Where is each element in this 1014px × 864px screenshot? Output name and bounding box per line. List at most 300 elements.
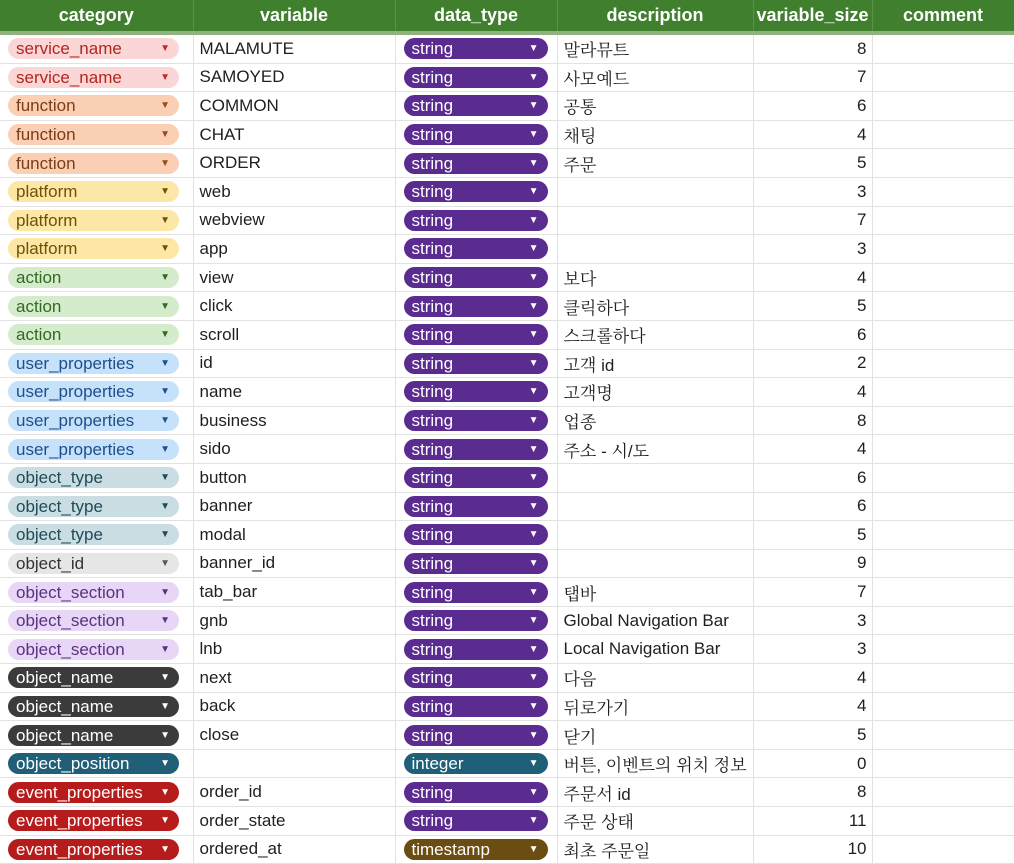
dropdown-arrow-icon[interactable]: ▼	[160, 43, 170, 55]
comment-cell[interactable]	[872, 778, 1014, 807]
dropdown-arrow-icon[interactable]: ▼	[160, 615, 170, 627]
data-type-dropdown-chip[interactable]	[404, 582, 548, 603]
dropdown-arrow-icon[interactable]: ▼	[160, 214, 170, 226]
category-cell[interactable]	[0, 149, 193, 178]
comment-cell[interactable]	[872, 349, 1014, 378]
variable-size-cell[interactable]: 4	[753, 692, 872, 721]
dropdown-arrow-icon[interactable]: ▼	[528, 586, 539, 598]
comment-cell[interactable]	[872, 406, 1014, 435]
data-type-dropdown-chip[interactable]	[404, 353, 548, 374]
data-type-dropdown-chip[interactable]	[404, 95, 548, 116]
description-cell[interactable]: 다음	[557, 664, 753, 693]
data-type-dropdown-chip[interactable]	[404, 553, 548, 574]
category-cell[interactable]	[0, 206, 193, 235]
comment-cell[interactable]	[872, 206, 1014, 235]
data-type-dropdown-chip[interactable]	[404, 181, 548, 202]
variable-cell[interactable]: ORDER	[193, 149, 395, 178]
dropdown-arrow-icon[interactable]: ▼	[528, 415, 539, 427]
description-cell[interactable]: 스크롤하다	[557, 320, 753, 349]
variable-size-cell[interactable]: 7	[753, 63, 872, 92]
variable-cell[interactable]: sido	[193, 435, 395, 464]
category-dropdown-chip[interactable]	[8, 467, 179, 488]
variable-cell[interactable]: COMMON	[193, 92, 395, 121]
category-cell[interactable]	[0, 349, 193, 378]
variable-size-cell[interactable]: 6	[753, 492, 872, 521]
variable-cell[interactable]: scroll	[193, 320, 395, 349]
category-cell[interactable]	[0, 749, 193, 778]
category-dropdown-chip[interactable]	[8, 496, 179, 517]
variable-size-cell[interactable]: 8	[753, 33, 872, 63]
comment-cell[interactable]	[872, 63, 1014, 92]
dropdown-arrow-icon[interactable]: ▼	[160, 386, 170, 398]
dropdown-arrow-icon[interactable]: ▼	[528, 71, 539, 83]
comment-cell[interactable]	[872, 635, 1014, 664]
data-type-dropdown-chip[interactable]	[404, 496, 548, 517]
category-dropdown-chip[interactable]	[8, 610, 179, 631]
variable-size-cell[interactable]: 4	[753, 120, 872, 149]
description-cell[interactable]: 고객 id	[557, 349, 753, 378]
category-dropdown-chip[interactable]	[8, 296, 179, 317]
dropdown-arrow-icon[interactable]: ▼	[160, 272, 170, 284]
category-dropdown-chip[interactable]	[8, 439, 179, 460]
category-cell[interactable]	[0, 721, 193, 750]
data-type-cell[interactable]	[395, 463, 557, 492]
category-cell[interactable]	[0, 664, 193, 693]
dropdown-arrow-icon[interactable]: ▼	[160, 243, 170, 255]
dropdown-arrow-icon[interactable]: ▼	[528, 129, 539, 141]
data-type-cell[interactable]	[395, 749, 557, 778]
category-cell[interactable]	[0, 463, 193, 492]
header-description[interactable]: description	[557, 0, 753, 33]
comment-cell[interactable]	[872, 721, 1014, 750]
data-type-cell[interactable]	[395, 406, 557, 435]
variable-size-cell[interactable]: 3	[753, 635, 872, 664]
variable-cell[interactable]: button	[193, 463, 395, 492]
dropdown-arrow-icon[interactable]: ▼	[160, 758, 170, 770]
description-cell[interactable]	[557, 521, 753, 550]
comment-cell[interactable]	[872, 807, 1014, 836]
comment-cell[interactable]	[872, 263, 1014, 292]
data-type-cell[interactable]	[395, 177, 557, 206]
variable-size-cell[interactable]: 4	[753, 263, 872, 292]
category-dropdown-chip[interactable]	[8, 667, 179, 688]
data-type-cell[interactable]	[395, 33, 557, 63]
variable-cell[interactable]: business	[193, 406, 395, 435]
category-cell[interactable]	[0, 578, 193, 607]
category-dropdown-chip[interactable]	[8, 782, 179, 803]
category-dropdown-chip[interactable]	[8, 324, 179, 345]
variable-cell[interactable]: web	[193, 177, 395, 206]
variable-size-cell[interactable]: 5	[753, 721, 872, 750]
description-cell[interactable]	[557, 463, 753, 492]
category-cell[interactable]	[0, 492, 193, 521]
category-cell[interactable]	[0, 521, 193, 550]
data-type-cell[interactable]	[395, 349, 557, 378]
comment-cell[interactable]	[872, 235, 1014, 264]
category-dropdown-chip[interactable]	[8, 639, 179, 660]
dropdown-arrow-icon[interactable]: ▼	[528, 529, 539, 541]
variable-cell[interactable]: order_id	[193, 778, 395, 807]
variable-cell[interactable]: back	[193, 692, 395, 721]
comment-cell[interactable]	[872, 378, 1014, 407]
data-type-cell[interactable]	[395, 263, 557, 292]
description-cell[interactable]: 최초 주문일	[557, 835, 753, 864]
dropdown-arrow-icon[interactable]: ▼	[528, 758, 539, 770]
variable-size-cell[interactable]: 3	[753, 177, 872, 206]
category-dropdown-chip[interactable]	[8, 181, 179, 202]
variable-cell[interactable]: webview	[193, 206, 395, 235]
description-cell[interactable]: 보다	[557, 263, 753, 292]
description-cell[interactable]	[557, 177, 753, 206]
dropdown-arrow-icon[interactable]: ▼	[160, 843, 170, 855]
dropdown-arrow-icon[interactable]: ▼	[528, 557, 539, 569]
category-dropdown-chip[interactable]	[8, 210, 179, 231]
comment-cell[interactable]	[872, 33, 1014, 63]
dropdown-arrow-icon[interactable]: ▼	[160, 329, 170, 341]
header-comment[interactable]: comment	[872, 0, 1014, 33]
category-dropdown-chip[interactable]	[8, 95, 179, 116]
comment-cell[interactable]	[872, 177, 1014, 206]
dropdown-arrow-icon[interactable]: ▼	[160, 500, 170, 512]
variable-cell[interactable]: app	[193, 235, 395, 264]
header-category[interactable]: category	[0, 0, 193, 33]
dropdown-arrow-icon[interactable]: ▼	[160, 815, 170, 827]
comment-cell[interactable]	[872, 749, 1014, 778]
data-type-dropdown-chip[interactable]	[404, 153, 548, 174]
data-type-dropdown-chip[interactable]	[404, 124, 548, 145]
variable-size-cell[interactable]: 5	[753, 521, 872, 550]
dropdown-arrow-icon[interactable]: ▼	[160, 672, 170, 684]
variable-cell[interactable]: lnb	[193, 635, 395, 664]
description-cell[interactable]: 업종	[557, 406, 753, 435]
data-type-cell[interactable]	[395, 206, 557, 235]
category-cell[interactable]	[0, 835, 193, 864]
dropdown-arrow-icon[interactable]: ▼	[160, 357, 170, 369]
comment-cell[interactable]	[872, 692, 1014, 721]
data-type-cell[interactable]	[395, 435, 557, 464]
description-cell[interactable]: 클릭하다	[557, 292, 753, 321]
description-cell[interactable]: 사모예드	[557, 63, 753, 92]
dropdown-arrow-icon[interactable]: ▼	[528, 843, 539, 855]
category-dropdown-chip[interactable]	[8, 381, 179, 402]
header-data-type[interactable]: data_type	[395, 0, 557, 33]
dropdown-arrow-icon[interactable]: ▼	[528, 815, 539, 827]
data-type-cell[interactable]	[395, 149, 557, 178]
dropdown-arrow-icon[interactable]: ▼	[528, 214, 539, 226]
category-cell[interactable]	[0, 778, 193, 807]
description-cell[interactable]	[557, 235, 753, 264]
data-type-cell[interactable]	[395, 778, 557, 807]
category-dropdown-chip[interactable]	[8, 524, 179, 545]
variable-size-cell[interactable]: 6	[753, 463, 872, 492]
category-cell[interactable]	[0, 435, 193, 464]
category-dropdown-chip[interactable]	[8, 267, 179, 288]
dropdown-arrow-icon[interactable]: ▼	[528, 386, 539, 398]
description-cell[interactable]: 주문 상태	[557, 807, 753, 836]
dropdown-arrow-icon[interactable]: ▼	[528, 786, 539, 798]
dropdown-arrow-icon[interactable]: ▼	[528, 700, 539, 712]
category-dropdown-chip[interactable]	[8, 810, 179, 831]
data-type-cell[interactable]	[395, 92, 557, 121]
description-cell[interactable]: 닫기	[557, 721, 753, 750]
table-body	[0, 33, 1014, 864]
dropdown-arrow-icon[interactable]: ▼	[160, 443, 170, 455]
description-cell[interactable]: 버튼, 이벤트의 위치 정보	[557, 749, 753, 778]
data-type-dropdown-chip[interactable]	[404, 38, 548, 59]
data-type-dropdown-chip[interactable]	[404, 410, 548, 431]
category-value: object_section	[16, 611, 125, 631]
dropdown-arrow-icon[interactable]: ▼	[160, 300, 170, 312]
description-cell[interactable]: 고객명	[557, 378, 753, 407]
category-cell[interactable]	[0, 120, 193, 149]
variable-size-cell[interactable]: 0	[753, 749, 872, 778]
variable-cell[interactable]	[193, 749, 395, 778]
description-cell[interactable]	[557, 492, 753, 521]
data-type-dropdown-chip[interactable]	[404, 67, 548, 88]
dropdown-arrow-icon[interactable]: ▼	[160, 157, 170, 169]
data-type-cell[interactable]	[395, 120, 557, 149]
category-cell[interactable]	[0, 692, 193, 721]
category-cell[interactable]	[0, 292, 193, 321]
description-cell[interactable]: 주문서 id	[557, 778, 753, 807]
data-type-dropdown-chip[interactable]	[404, 810, 548, 831]
data-type-dropdown-chip[interactable]	[404, 667, 548, 688]
dropdown-arrow-icon[interactable]: ▼	[160, 415, 170, 427]
dropdown-arrow-icon[interactable]: ▼	[160, 700, 170, 712]
category-cell[interactable]	[0, 549, 193, 578]
variable-cell[interactable]: id	[193, 349, 395, 378]
comment-cell[interactable]	[872, 606, 1014, 635]
variable-cell[interactable]: MALAMUTE	[193, 33, 395, 63]
category-dropdown-chip[interactable]	[8, 353, 179, 374]
variable-cell[interactable]: order_state	[193, 807, 395, 836]
comment-cell[interactable]	[872, 835, 1014, 864]
category-value: object_type	[16, 496, 103, 516]
data-type-cell[interactable]	[395, 292, 557, 321]
variable-size-cell[interactable]: 8	[753, 778, 872, 807]
dropdown-arrow-icon[interactable]: ▼	[160, 529, 170, 541]
variable-cell[interactable]: modal	[193, 521, 395, 550]
variable-size-cell[interactable]: 5	[753, 292, 872, 321]
comment-cell[interactable]	[872, 292, 1014, 321]
variable-cell[interactable]: name	[193, 378, 395, 407]
category-cell[interactable]	[0, 320, 193, 349]
data-type-dropdown-chip[interactable]	[404, 296, 548, 317]
category-dropdown-chip[interactable]	[8, 753, 179, 774]
data-type-cell[interactable]	[395, 721, 557, 750]
category-cell[interactable]	[0, 807, 193, 836]
variable-size-cell[interactable]: 6	[753, 320, 872, 349]
variable-cell[interactable]: click	[193, 292, 395, 321]
dropdown-arrow-icon[interactable]: ▼	[160, 586, 170, 598]
category-dropdown-chip[interactable]	[8, 67, 179, 88]
data-type-cell[interactable]	[395, 635, 557, 664]
data-type-dropdown-chip[interactable]	[404, 238, 548, 259]
data-type-cell[interactable]	[395, 549, 557, 578]
variable-cell[interactable]: ordered_at	[193, 835, 395, 864]
data-type-dropdown-chip[interactable]	[404, 210, 548, 231]
description-cell[interactable]: 채팅	[557, 120, 753, 149]
dropdown-arrow-icon[interactable]: ▼	[528, 157, 539, 169]
category-dropdown-chip[interactable]	[8, 124, 179, 145]
variable-cell[interactable]: banner	[193, 492, 395, 521]
description-cell[interactable]	[557, 206, 753, 235]
data-type-cell[interactable]	[395, 235, 557, 264]
category-cell[interactable]	[0, 378, 193, 407]
data-type-cell[interactable]	[395, 692, 557, 721]
variable-size-cell[interactable]: 5	[753, 149, 872, 178]
variable-size-cell[interactable]: 2	[753, 349, 872, 378]
category-cell[interactable]	[0, 63, 193, 92]
data-type-cell[interactable]	[395, 521, 557, 550]
description-cell[interactable]: 공통	[557, 92, 753, 121]
comment-cell[interactable]	[872, 435, 1014, 464]
comment-cell[interactable]	[872, 92, 1014, 121]
data-type-cell[interactable]	[395, 63, 557, 92]
data-type-dropdown-chip[interactable]	[404, 467, 548, 488]
variable-cell[interactable]: SAMOYED	[193, 63, 395, 92]
category-dropdown-chip[interactable]	[8, 38, 179, 59]
category-dropdown-chip[interactable]	[8, 725, 179, 746]
dropdown-arrow-icon[interactable]: ▼	[528, 357, 539, 369]
dropdown-arrow-icon[interactable]: ▼	[528, 672, 539, 684]
dropdown-arrow-icon[interactable]: ▼	[528, 43, 539, 55]
comment-cell[interactable]	[872, 320, 1014, 349]
category-dropdown-chip[interactable]	[8, 582, 179, 603]
dropdown-arrow-icon[interactable]: ▼	[528, 100, 539, 112]
variable-size-cell[interactable]: 3	[753, 606, 872, 635]
dropdown-arrow-icon[interactable]: ▼	[160, 472, 170, 484]
variable-size-cell[interactable]: 7	[753, 578, 872, 607]
dropdown-arrow-icon[interactable]: ▼	[528, 272, 539, 284]
dropdown-arrow-icon[interactable]: ▼	[160, 643, 170, 655]
variable-size-cell[interactable]: 9	[753, 549, 872, 578]
data-type-dropdown-chip[interactable]	[404, 725, 548, 746]
category-cell[interactable]	[0, 606, 193, 635]
dropdown-arrow-icon[interactable]: ▼	[160, 71, 170, 83]
description-cell[interactable]: 주소 - 시/도	[557, 435, 753, 464]
category-cell[interactable]	[0, 635, 193, 664]
comment-cell[interactable]	[872, 463, 1014, 492]
comment-cell[interactable]	[872, 521, 1014, 550]
category-dropdown-chip[interactable]	[8, 238, 179, 259]
variable-size-cell[interactable]: 11	[753, 807, 872, 836]
dropdown-arrow-icon[interactable]: ▼	[160, 100, 170, 112]
data-type-cell[interactable]	[395, 664, 557, 693]
data-type-cell[interactable]	[395, 606, 557, 635]
description-cell[interactable]	[557, 549, 753, 578]
variable-cell[interactable]: tab_bar	[193, 578, 395, 607]
description-cell[interactable]: 주문	[557, 149, 753, 178]
data-type-dropdown-chip[interactable]	[404, 381, 548, 402]
description-cell[interactable]: 뒤로가기	[557, 692, 753, 721]
data-type-cell[interactable]	[395, 835, 557, 864]
category-dropdown-chip[interactable]	[8, 153, 179, 174]
comment-cell[interactable]	[872, 664, 1014, 693]
dropdown-arrow-icon[interactable]: ▼	[160, 129, 170, 141]
dropdown-arrow-icon[interactable]: ▼	[160, 729, 170, 741]
data-type-dropdown-chip[interactable]	[404, 524, 548, 545]
category-cell[interactable]	[0, 235, 193, 264]
comment-cell[interactable]	[872, 120, 1014, 149]
category-cell[interactable]	[0, 92, 193, 121]
data-type-dropdown-chip[interactable]	[404, 639, 548, 660]
variable-cell[interactable]: view	[193, 263, 395, 292]
data-type-cell[interactable]	[395, 492, 557, 521]
header-variable-size[interactable]: variable_size	[753, 0, 872, 33]
category-cell[interactable]	[0, 33, 193, 63]
variable-cell[interactable]: close	[193, 721, 395, 750]
variable-size-cell[interactable]: 6	[753, 92, 872, 121]
data-type-dropdown-chip[interactable]	[404, 696, 548, 717]
category-dropdown-chip[interactable]	[8, 839, 179, 860]
variable-size-cell[interactable]: 4	[753, 664, 872, 693]
description-cell[interactable]: Global Navigation Bar	[557, 606, 753, 635]
data-type-dropdown-chip[interactable]	[404, 782, 548, 803]
comment-cell[interactable]	[872, 492, 1014, 521]
description-cell[interactable]: Local Navigation Bar	[557, 635, 753, 664]
dropdown-arrow-icon[interactable]: ▼	[528, 643, 539, 655]
dropdown-arrow-icon[interactable]: ▼	[528, 300, 539, 312]
category-cell[interactable]	[0, 177, 193, 206]
description-cell[interactable]: 말라뮤트	[557, 33, 753, 63]
data-type-value: string	[411, 96, 454, 116]
category-cell[interactable]	[0, 263, 193, 292]
variable-size-cell[interactable]: 4	[753, 378, 872, 407]
variable-cell[interactable]: banner_id	[193, 549, 395, 578]
dropdown-arrow-icon[interactable]: ▼	[528, 500, 539, 512]
description-cell[interactable]: 탭바	[557, 578, 753, 607]
data-type-cell[interactable]	[395, 320, 557, 349]
variable-cell[interactable]: CHAT	[193, 120, 395, 149]
data-type-cell[interactable]	[395, 378, 557, 407]
dropdown-arrow-icon[interactable]: ▼	[528, 729, 539, 741]
data-type-dropdown-chip[interactable]	[404, 753, 548, 774]
data-type-cell[interactable]	[395, 578, 557, 607]
dropdown-arrow-icon[interactable]: ▼	[528, 472, 539, 484]
dropdown-arrow-icon[interactable]: ▼	[528, 243, 539, 255]
category-cell[interactable]	[0, 406, 193, 435]
dropdown-arrow-icon[interactable]: ▼	[528, 615, 539, 627]
variable-size-cell[interactable]: 8	[753, 406, 872, 435]
data-type-dropdown-chip[interactable]	[404, 324, 548, 345]
dropdown-arrow-icon[interactable]: ▼	[160, 557, 170, 569]
comment-cell[interactable]	[872, 549, 1014, 578]
dropdown-arrow-icon[interactable]: ▼	[528, 443, 539, 455]
variable-size-cell[interactable]: 3	[753, 235, 872, 264]
variable-size-cell[interactable]: 4	[753, 435, 872, 464]
data-type-cell[interactable]	[395, 807, 557, 836]
dropdown-arrow-icon[interactable]: ▼	[160, 186, 170, 198]
comment-cell[interactable]	[872, 578, 1014, 607]
category-dropdown-chip[interactable]	[8, 553, 179, 574]
data-type-dropdown-chip[interactable]	[404, 839, 548, 860]
variable-size-cell[interactable]: 10	[753, 835, 872, 864]
category-dropdown-chip[interactable]	[8, 696, 179, 717]
category-dropdown-chip[interactable]	[8, 410, 179, 431]
variable-cell[interactable]: next	[193, 664, 395, 693]
comment-cell[interactable]	[872, 149, 1014, 178]
variable-size-cell[interactable]: 7	[753, 206, 872, 235]
data-type-dropdown-chip[interactable]	[404, 610, 548, 631]
data-type-dropdown-chip[interactable]	[404, 439, 548, 460]
data-type-dropdown-chip[interactable]	[404, 267, 548, 288]
dropdown-arrow-icon[interactable]: ▼	[160, 786, 170, 798]
header-variable[interactable]: variable	[193, 0, 395, 33]
variable-cell[interactable]: gnb	[193, 606, 395, 635]
dropdown-arrow-icon[interactable]: ▼	[528, 329, 539, 341]
dropdown-arrow-icon[interactable]: ▼	[528, 186, 539, 198]
